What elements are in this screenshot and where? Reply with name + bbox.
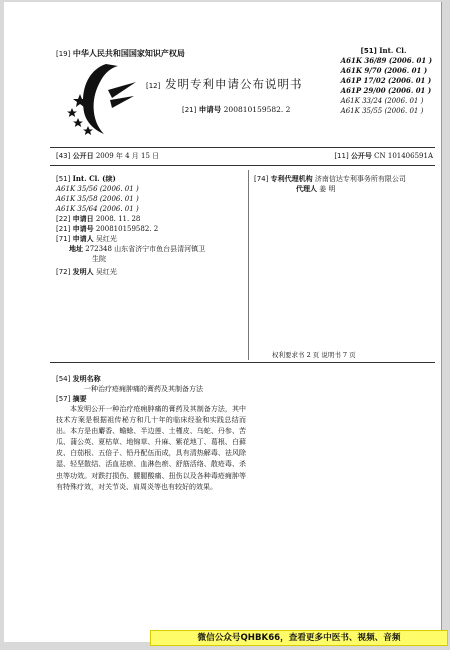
ipc-row: A61P 17/02 (2006. 01 ) xyxy=(340,76,432,85)
patent-agent: 代理人 姜 明 xyxy=(296,184,336,193)
ipc-row: A61K 9/70 (2006. 01 ) xyxy=(340,66,428,75)
divider xyxy=(50,147,435,148)
ipc-classification-block: [51] Int. Cl. A61K 36/89 (2006. 01 ) A61K 9/70 (2006. 01 ) A61P 17/02 (2006. 01 ) A61P 29/00 (2006. 01 ) A61K 33/24 (2006. 01 ) A61K 35/55 (2006. 01 ) xyxy=(340,46,432,115)
patent-page xyxy=(4,2,442,642)
wechat-banner: 微信公众号QHBK66，查看更多中医书、视频、音频 xyxy=(150,630,448,646)
publication-number: [11] 公开号 CN 101406591A xyxy=(334,151,433,160)
bibliographic-data: [51] Int. Cl. (续) A61K 35/56 (2006. 01 ) A61K 35/58 (2006. 01 ) A61K 35/64 (2006. 01 ) [22] 申请日 2008. 11. 28 [21] 申请号 200810159582. 2 [71] 申请人 吴红光 地址 272348 山东省济宁市鱼台县清河镇卫 生院 [72] 发明人 吴红光 xyxy=(56,174,206,276)
application-number: [21] 申请号 200810159582. 2 xyxy=(56,224,159,233)
filing-date: [22] 申请日 2008. 11. 28 xyxy=(56,214,141,223)
ipc-row: A61K 33/24 (2006. 01 ) xyxy=(340,97,424,105)
agency-data xyxy=(254,174,406,194)
patent-agency: [74] 专利代理机构 济南信达专利事务所有限公司 xyxy=(254,174,406,183)
country-line: [19] 中华人民共和国国家知识产权局 xyxy=(56,48,185,58)
application-number-header: [21] 申请号 200810159582. 2 xyxy=(182,105,291,114)
page-count-note: 权利要求书 2 页 说明书 7 页 xyxy=(272,351,356,359)
divider xyxy=(50,362,435,363)
ipc-row: A61K 36/89 (2006. 01 ) xyxy=(340,56,432,65)
ipc-row: A61K 35/55 (2006. 01 ) xyxy=(340,107,424,115)
applicant: [71] 申请人 吴红光 xyxy=(56,234,117,243)
ipc-row: A61P 29/00 (2006. 01 ) xyxy=(340,86,432,95)
document-title: [12] 发明专利申请公布说明书 xyxy=(146,77,303,91)
column-divider xyxy=(248,170,249,360)
ipc-row: A61K 35/64 (2006. 01 ) xyxy=(56,205,139,213)
invention-header: [54] 发明名称 一种治疗疮痈肿痛的膏药及其制备方法 [57] 摘要 xyxy=(56,374,203,403)
inventor: [72] 发明人 吴红光 xyxy=(56,267,117,276)
publication-date: [43] 公开日 2009 年 4 月 15 日 xyxy=(56,151,160,160)
ipc-row: A61K 35/58 (2006. 01 ) xyxy=(56,195,139,203)
abstract-text: 本发明公开一种治疗疮痈肿痛的膏药及其制备方法，其中技术方案是根据祖传秘方和几十年的临床经验和实践总结而出。本方是由麝香、蟾蜍、半边莲、土槿皮、乌蛇、丹参、苦瓜、蒲公英、夏枯草、地锦草、升麻、紫花地丁、葛根、白藓皮、白茄根、五倍子、铅丹配伍而成，具有清热解毒、祛风除湿、轻坚散结、活血祛瘀、血淋色瘀、舒筋活络、散疮毒、杀虫等功效。对跌打损伤、腰腿酸痛、扭伤以及各种毒疮痈肿等有特殊疗效，对关节炎、肩周炎等也有较好的效果。 xyxy=(56,405,246,491)
ipc-row: A61K 35/56 (2006. 01 ) xyxy=(56,185,139,193)
address: 地址 272348 山东省济宁市鱼台县清河镇卫 xyxy=(69,244,206,253)
invention-title: 一种治疗疮痈肿痛的膏药及其制备方法 xyxy=(84,385,203,393)
divider xyxy=(50,165,435,166)
cnipa-emblem-icon xyxy=(66,60,140,138)
